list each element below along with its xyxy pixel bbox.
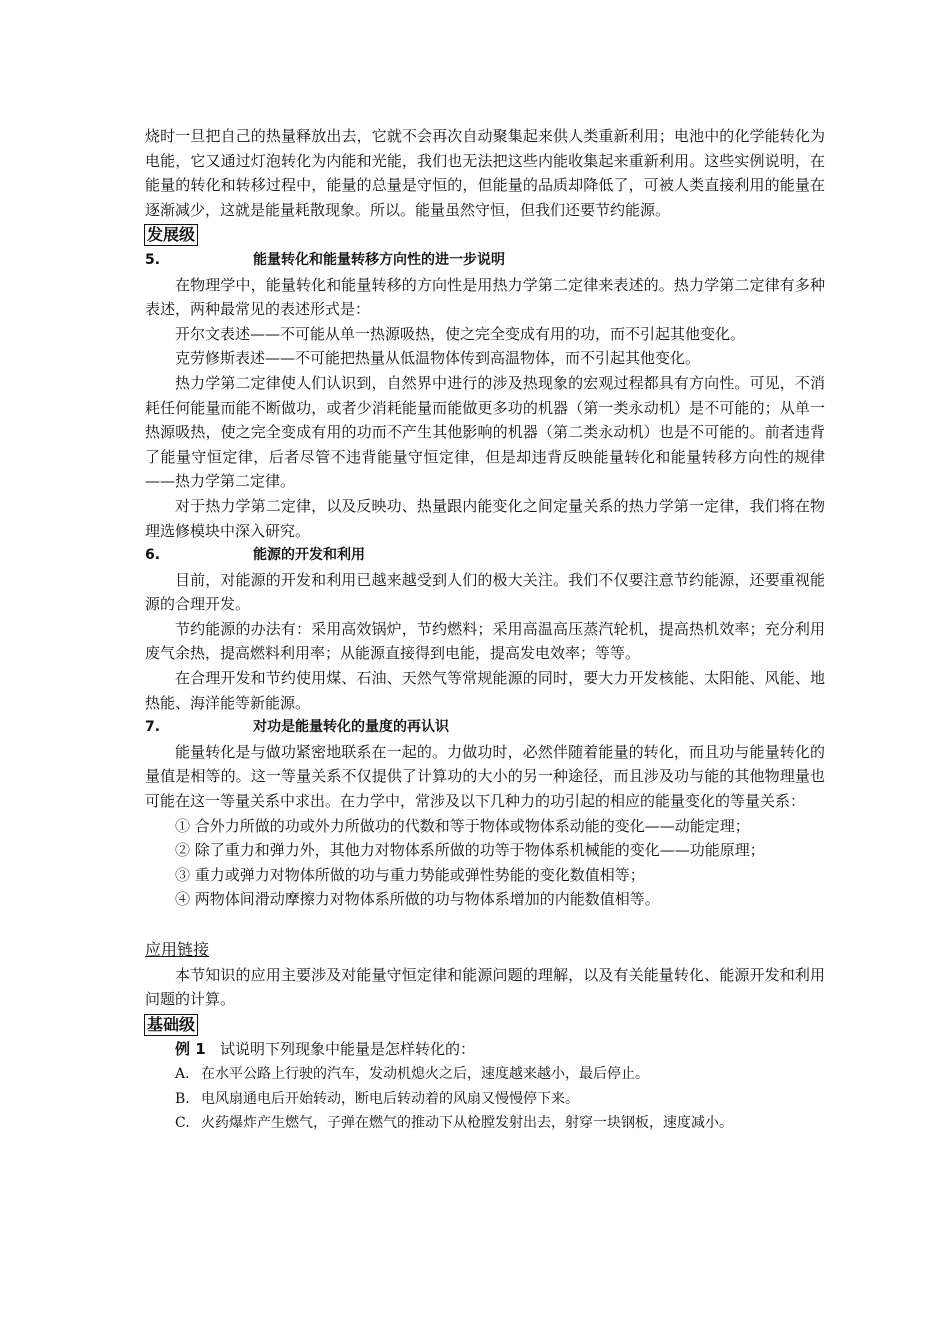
section-number: 5.: [145, 251, 161, 268]
option-letter: A.: [175, 1065, 190, 1082]
section-title: 能源的开发和利用: [253, 547, 365, 564]
intro-paragraph: 烧时一旦把自己的热量释放出去，它就不会再次自动聚集起来供人类重新利用；电池中的化学能转化为电能，它又通过灯泡转化为内能和光能，我们也无法把这些内能收集起来重新利用。这些实例说明，在能量的转化和转移过程中，能量的总量是守恒的，但能量的品质却降低了，可被人类直接利用的能量在逐渐减少，这就是能量耗散现象。所以。能量虽然守恒，但我们还要节约能源。: [145, 127, 825, 219]
list-item: ③ 重力或弹力对物体所做的功与重力势能或弹性势能的变化数值相等；: [175, 865, 645, 884]
paragraph: 开尔文表述——不可能从单一热源吸热，使之完全变成有用的功，而不引起其他变化。: [175, 324, 746, 343]
option-letter: B.: [175, 1090, 190, 1107]
option-b: [145, 1087, 825, 1112]
paragraph: 节约能源的办法有：采用高效锅炉，节约燃料；采用高温高压蒸汽轮机，提高热机效率；充分利用废气余热，提高燃料利用率；从能源直接得到电能，提高发电效率；等等。: [145, 619, 825, 663]
section-title: 对功是能量转化的量度的再认识: [253, 719, 449, 736]
paragraph: 本节知识的应用主要涉及对能量守恒定律和能源问题的理解，以及有关能量转化、能源开发和利用问题的计算。: [145, 965, 825, 1009]
section-6-heading: [145, 543, 825, 568]
option-c: [145, 1111, 825, 1136]
example-label: 例 1: [175, 1040, 206, 1059]
list-item: ② 除了重力和弹力外，其他力对物体系所做的功等于物体系机械能的变化——功能原理；: [175, 841, 765, 860]
example-question: [145, 1037, 825, 1062]
level-heading-basic: 基础级: [144, 1014, 198, 1036]
section-number: 6.: [145, 547, 161, 564]
document-page: [145, 124, 825, 1136]
paragraph: 在物理学中，能量转化和能量转移的方向性是用热力学第二定律来表述的。热力学第二定律有多种表述，两种最常见的表述形式是：: [145, 275, 825, 319]
paragraph: 目前，对能源的开发和利用已越来越受到人们的极大关注。我们不仅要注意节约能源，还要重视能源的合理开发。: [145, 570, 825, 614]
list-item: ① 合外力所做的功或外力所做功的代数和等于物体或物体系动能的变化——动能定理；: [175, 816, 750, 835]
option-text: 火药爆炸产生燃气，子弹在燃气的推动下从枪膛发射出去，射穿一块钢板，速度减小。: [201, 1115, 733, 1132]
section-5-heading: [145, 248, 825, 273]
example-text: 试说明下列现象中能量是怎样转化的：: [219, 1040, 475, 1059]
option-a: [145, 1062, 825, 1087]
section-title: 能量转化和能量转移方向性的进一步说明: [253, 251, 505, 268]
paragraph: 克劳修斯表述——不可能把热量从低温物体传到高温物体，而不引起其他变化。: [175, 349, 701, 368]
list-item: ④ 两物体间滑动摩擦力对物体系所做的功与物体系增加的内能数值相等。: [175, 890, 660, 909]
section-number: 7.: [145, 719, 161, 736]
apply-heading: 应用链接: [145, 940, 210, 959]
paragraph: 热力学第二定律使人们认识到，自然界中进行的涉及热现象的宏观过程都具有方向性。可见，不消耗任何能量而能不断做功，或者少消耗能量而能做更多功的机器（第一类永动机）是不可能的；从单一热源吸热，使之完全变成有用的功而不产生其他影响的机器（第二类永动机）也是不可能的。前者违背了能量守恒定律，后者尽管不违背能量守恒定律，但是却违背反映能量转化和能量转移方向性的规律——热力学第二定律。: [145, 373, 825, 491]
option-letter: C.: [175, 1115, 190, 1132]
section-7-heading: [145, 715, 825, 740]
option-text: 在水平公路上行驶的汽车，发动机熄火之后，速度越来越小，最后停止。: [201, 1065, 649, 1082]
paragraph: 在合理开发和节约使用煤、石油、天然气等常规能源的同时，要大力开发核能、太阳能、风能、地热能、海洋能等新能源。: [145, 669, 825, 712]
paragraph: 能量转化是与做功紧密地联系在一起的。力做功时，必然伴随着能量的转化，而且功与能量转化的量值是相等的。这一等量关系不仅提供了计算功的大小的另一种途径，而且涉及功与能的其他物理量也可能在这一等量关系中求出。在力学中，常涉及以下几种力的功引起的相应的能量变化的等量关系：: [145, 742, 825, 811]
level-heading-advanced: 发展级: [144, 224, 198, 246]
paragraph: 对于热力学第二定律，以及反映功、热量跟内能变化之间定量关系的热力学第一定律，我们将在物理选修模块中深入研究。: [145, 496, 825, 540]
option-text: 电风扇通电后开始转动，断电后转动着的风扇又慢慢停下来。: [201, 1090, 579, 1107]
